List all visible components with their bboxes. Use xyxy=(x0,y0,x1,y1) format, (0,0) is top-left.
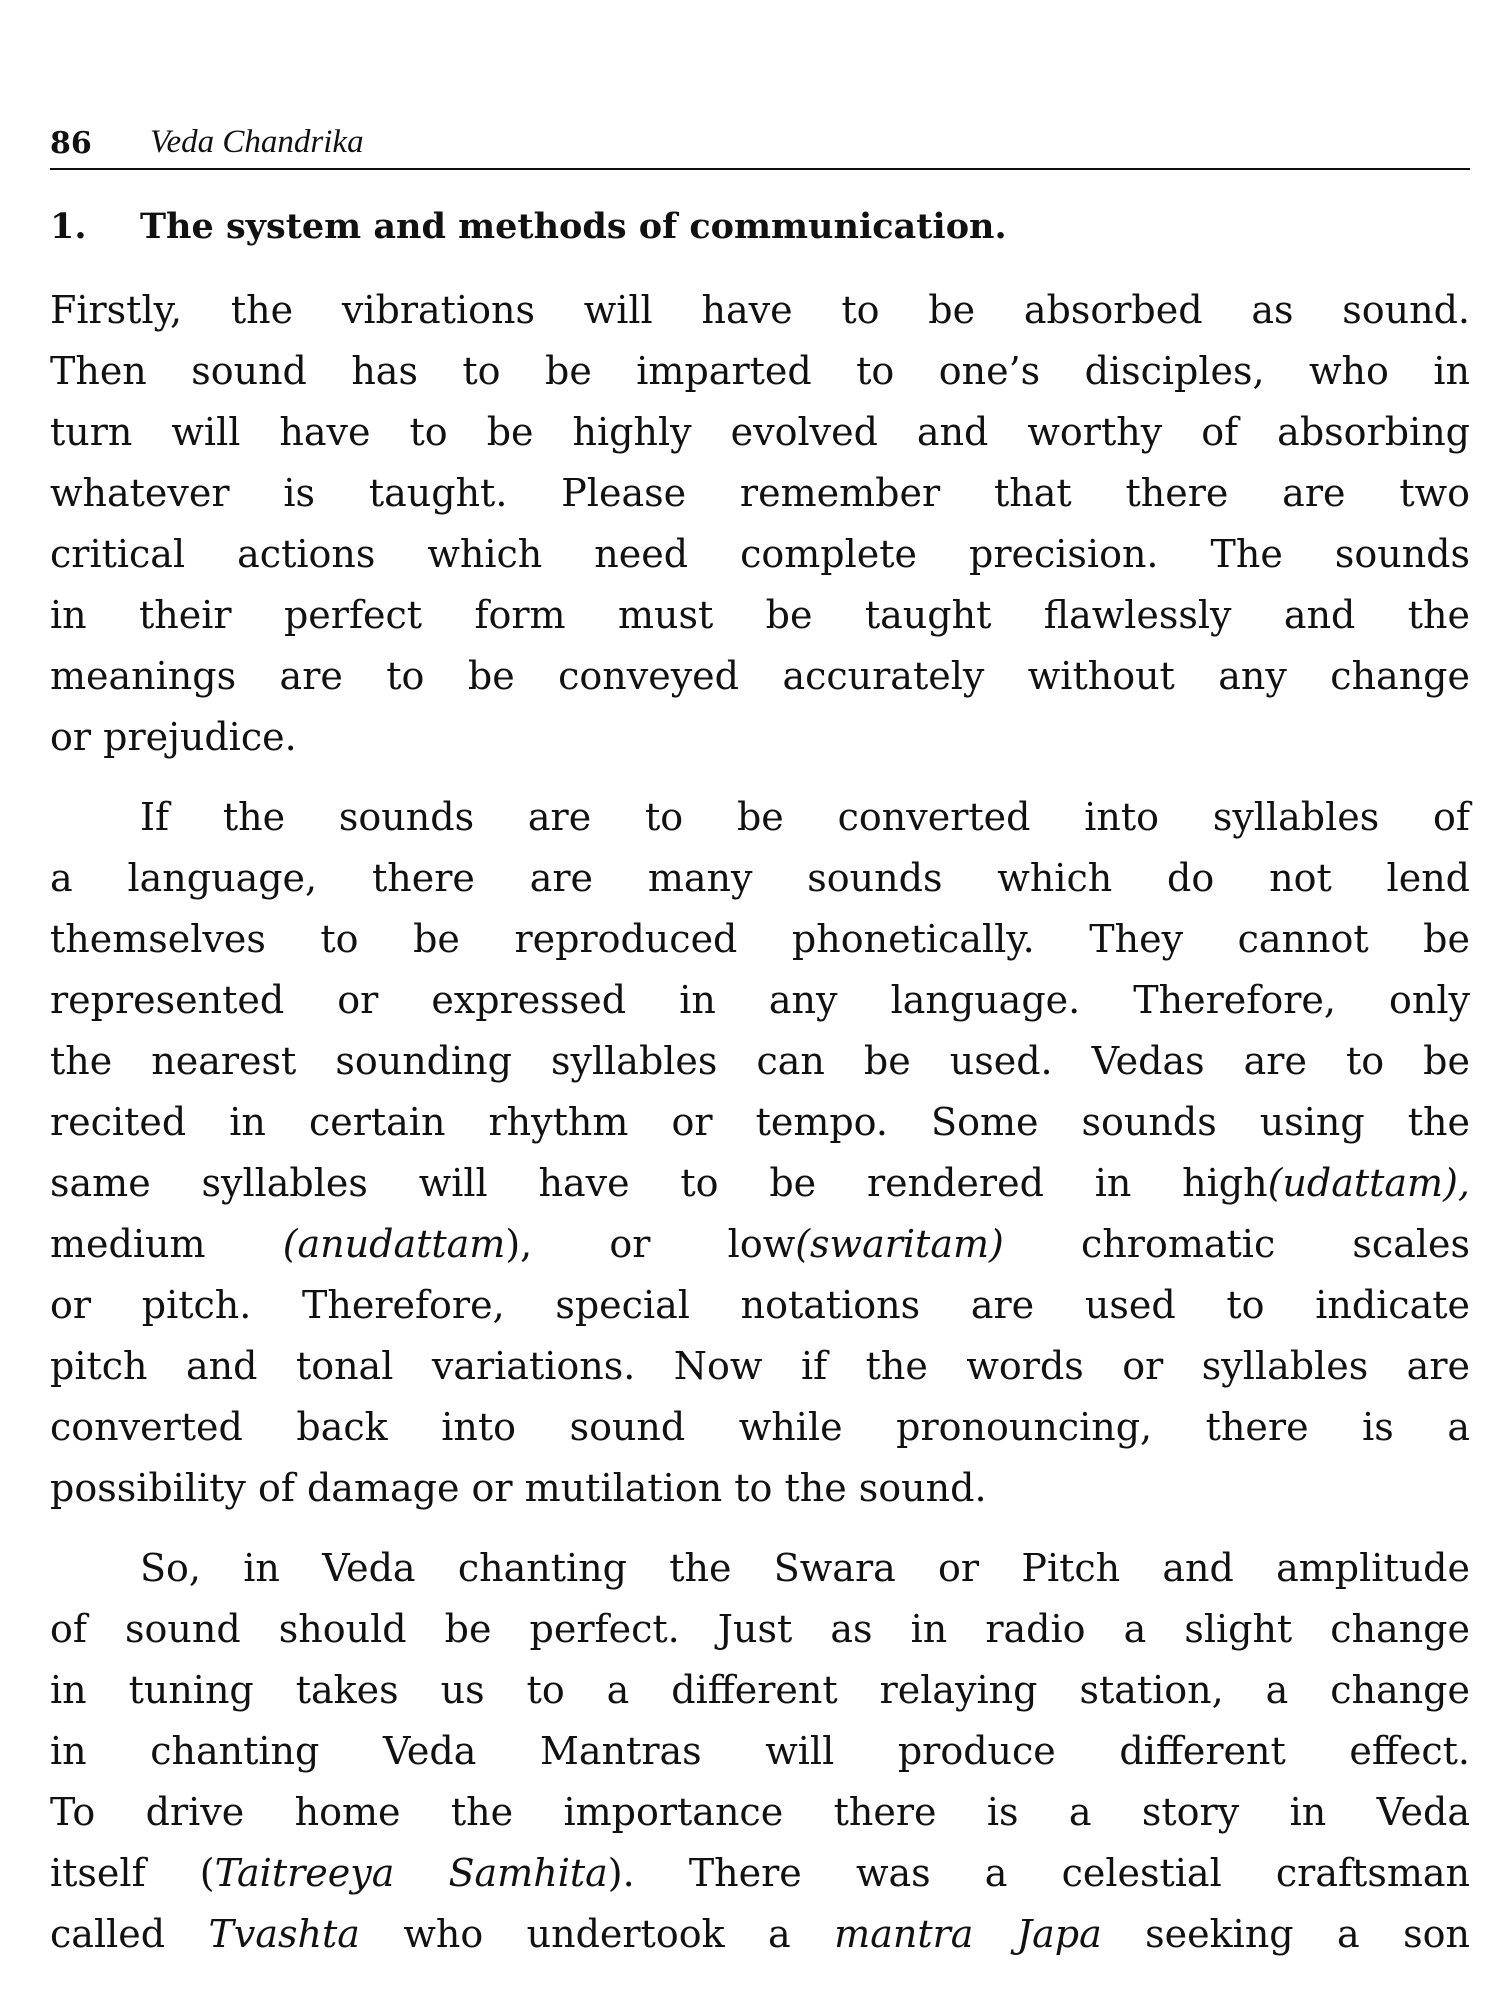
section-number: 1. xyxy=(50,206,87,247)
text-run: ). There was a celestial craftsman xyxy=(607,1851,1470,1895)
text-line: So, in Veda chanting the Swara or Pitch and amplitude xyxy=(140,1546,1470,1590)
text-line xyxy=(50,1843,1470,1904)
text-line: To drive home the importance there is a story in Veda xyxy=(50,1790,1470,1834)
text-run-italic: (anudattam xyxy=(282,1222,506,1266)
text-line: whatever is taught. Please remember that there are two xyxy=(50,471,1470,515)
text-run-italic: (udattam), xyxy=(1267,1161,1470,1205)
text-line: If the sounds are to be converted into syllables of xyxy=(140,795,1470,839)
running-title: Veda Chandrika xyxy=(150,124,364,160)
text-line: in tuning takes us to a different relaying station, a change xyxy=(50,1668,1470,1712)
text-line: or prejudice. xyxy=(50,715,297,759)
text-line: critical actions which need complete precision. The sounds xyxy=(50,532,1470,576)
text-run-italic: (swaritam) xyxy=(795,1222,1004,1266)
text-run-italic: Tvashta xyxy=(208,1912,360,1956)
text-run: itself ( xyxy=(50,1851,215,1895)
text-line: pitch and tonal variations. Now if the words or syllables are xyxy=(50,1344,1470,1388)
text-run: chromatic scales xyxy=(1003,1222,1471,1266)
text-line: in chanting Veda Mantras will produce different effect. xyxy=(50,1729,1470,1773)
text-line xyxy=(50,1153,1470,1214)
section-heading xyxy=(50,206,1007,247)
text-line: recited in certain rhythm or tempo. Some sounds using the xyxy=(50,1100,1470,1144)
text-line: represented or expressed in any language. Therefore, only xyxy=(50,978,1470,1022)
text-line: the nearest sounding syllables can be used. Vedas are to be xyxy=(50,1039,1470,1083)
text-line: turn will have to be highly evolved and worthy of absorbing xyxy=(50,410,1470,454)
text-line: or pitch. Therefore, special notations are used to indicate xyxy=(50,1283,1470,1327)
text-run: medium xyxy=(50,1222,283,1266)
text-line: Firstly, the vibrations will have to be absorbed as sound. xyxy=(50,288,1470,332)
text-line: a language, there are many sounds which do not lend xyxy=(50,856,1470,900)
text-line: themselves to be reproduced phonetically. They cannot be xyxy=(50,917,1470,961)
section-title: The system and methods of communication. xyxy=(140,206,1007,247)
text-run: who undertook a xyxy=(359,1912,835,1956)
text-line xyxy=(50,1904,1470,1965)
paragraph-3 xyxy=(50,1538,1470,1965)
page-header xyxy=(50,122,1470,170)
text-line: meanings are to be conveyed accurately without any change xyxy=(50,654,1470,698)
text-run: ), or low xyxy=(505,1222,796,1266)
text-run: called xyxy=(50,1912,209,1956)
text-run-italic: mantra Japa xyxy=(834,1912,1102,1956)
text-run-italic: Taitreeya Samhita xyxy=(214,1851,608,1895)
text-line: in their perfect form must be taught flawlessly and the xyxy=(50,593,1470,637)
text-line xyxy=(50,1214,1470,1275)
text-line: of sound should be perfect. Just as in radio a slight change xyxy=(50,1607,1470,1651)
text-line: Then sound has to be imparted to one’s disciples, who in xyxy=(50,349,1470,393)
paragraph-2 xyxy=(50,787,1470,1519)
text-line: converted back into sound while pronouncing, there is a xyxy=(50,1405,1470,1449)
page-number: 86 xyxy=(50,126,92,161)
text-line: possibility of damage or mutilation to the sound. xyxy=(50,1466,987,1510)
text-run: seeking a son xyxy=(1101,1912,1471,1956)
text-run: same syllables will have to be rendered in high xyxy=(50,1161,1268,1205)
paragraph-1 xyxy=(50,280,1470,768)
body-text xyxy=(50,280,1470,1965)
